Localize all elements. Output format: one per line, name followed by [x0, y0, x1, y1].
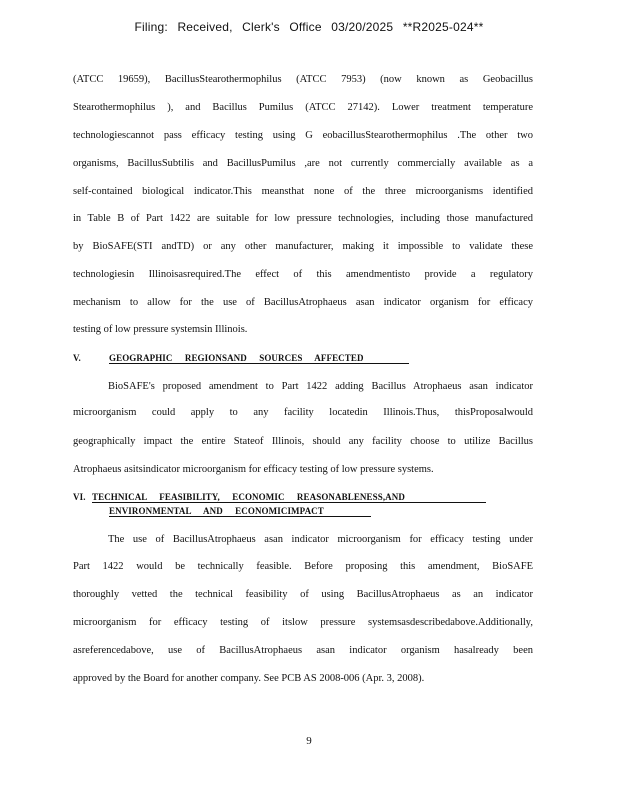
body-line: in Table B of Part 1422 are suitable for low pressure technologies, including those manufactured — [73, 213, 533, 224]
body-line: mechanism to allow for the use of BacillusAtrophaeus asan indicator organism for efficacy — [73, 297, 533, 308]
body-line: (ATCC 19659), BacillusStearothermophilus (ATCC 7953) (now known as Geobacillus — [73, 74, 533, 85]
body-line: Atrophaeus asitsindicator microorganism for efficacy testing of low pressure systems. — [73, 464, 434, 475]
section-title: ENVIRONMENTAL AND ECONOMICIMPACT — [109, 506, 371, 517]
body-line: asreferencedabove, use of BacillusAtrophaeus asan indicator organism hasalready been — [73, 645, 533, 656]
body-line: geographically impact the entire Stateof Illinois, should any facility choose to utilize Bacillus — [73, 436, 533, 447]
body-line: technologiescannot pass efficacy testing using G eobacillusStearothermophilus .The other two — [73, 130, 533, 141]
section-heading-v — [73, 353, 413, 367]
body-line: Part 1422 would be technically feasible. Before proposing this amendment, BioSAFE — [73, 561, 533, 572]
section-heading-vi — [73, 492, 493, 522]
body-line: technologiesin Illinoisasrequired.The effect of this amendmentisto provide a regulatory — [73, 269, 533, 280]
body-line: approved by the Board for another company. See PCB AS 2008-006 (Apr. 3, 2008). — [73, 673, 425, 684]
filing-header: Filing: Received, Clerk's Office 03/20/2025 **R2025-024** — [134, 20, 484, 34]
body-line: testing of low pressure systemsin Illinois. — [73, 324, 248, 335]
section-number: VI. — [73, 492, 86, 502]
body-line: The use of BacillusAtrophaeus asan indicator microorganism for efficacy testing under — [108, 534, 533, 545]
body-line: Stearothermophilus ), and Bacillus Pumilus (ATCC 27142). Lower treatment temperature — [73, 102, 533, 113]
page-number: 9 — [306, 735, 312, 747]
section-number: V. — [73, 353, 81, 363]
body-line: by BioSAFE(STI andTD) or any other manufacturer, making it impossible to validate these — [73, 241, 533, 252]
section-title: TECHNICAL FEASIBILITY, ECONOMIC REASONABLENESS,AND — [92, 492, 486, 503]
section-title: GEOGRAPHIC REGIONSAND SOURCES AFFECTED — [109, 353, 409, 364]
body-line: self-contained biological indicator.This meansthat none of the three microorganisms identified — [73, 186, 533, 197]
body-line: microorganism for efficacy testing of itslow pressure systemsasdescribedabove.Additionally, — [73, 617, 533, 628]
body-line: thoroughly vetted the technical feasibility of using BacillusAtrophaeus as an indicator — [73, 589, 533, 600]
body-line: BioSAFE's proposed amendment to Part 1422 adding Bacillus Atrophaeus asan indicator — [108, 381, 533, 392]
body-line: microorganism could apply to any facility locatedin Illinois.Thus, thisProposalwould — [73, 407, 533, 418]
body-line: organisms, BacillusSubtilis and BacillusPumilus ,are not currently commercially available as a — [73, 158, 533, 169]
